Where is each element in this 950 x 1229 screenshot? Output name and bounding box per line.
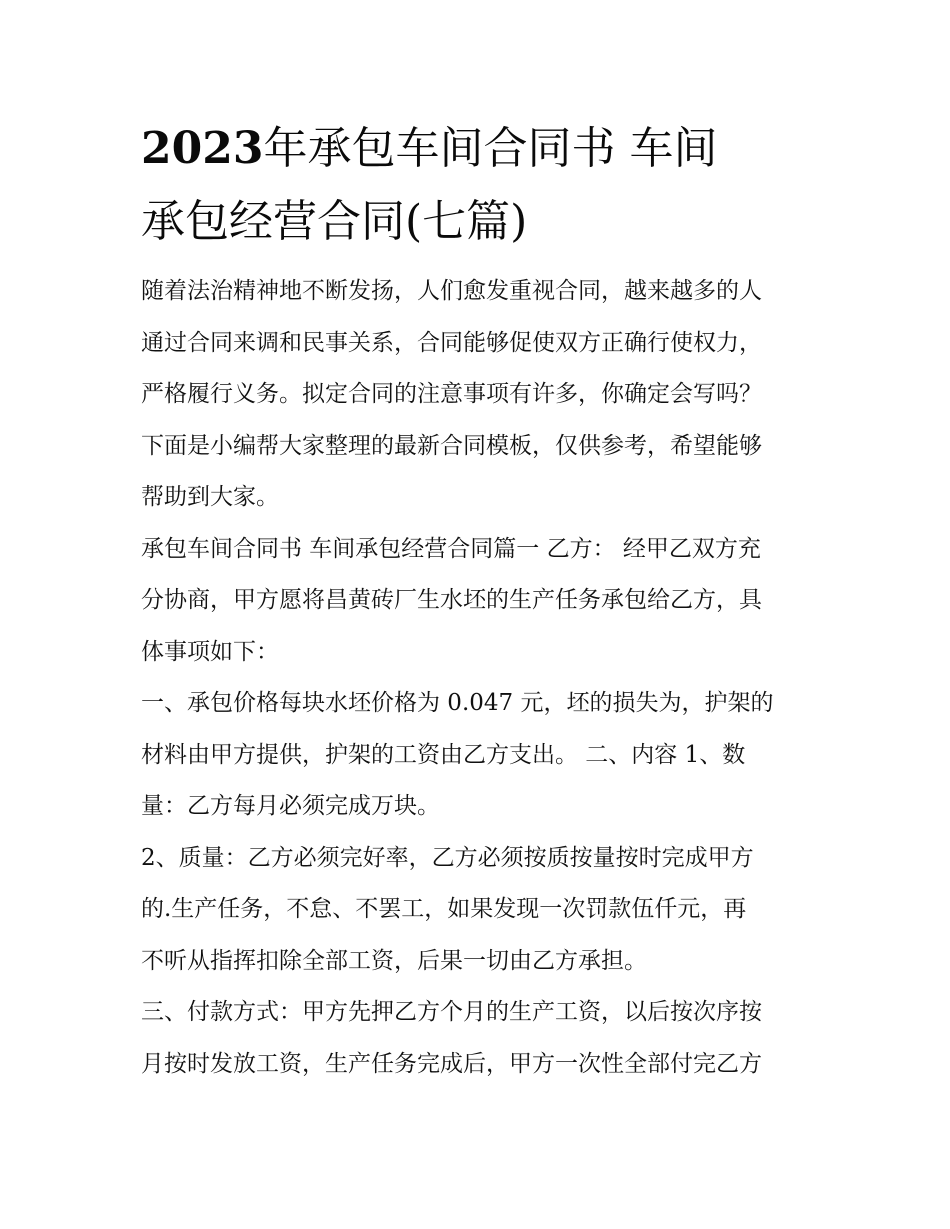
document-body (141, 112, 813, 1090)
text-line: 帮助到大家。 (141, 484, 279, 510)
text-line: 下面是小编帮大家整理的最新合同模板，仅供参考，希望能够 (141, 432, 762, 459)
title-line-1 (141, 112, 813, 185)
text-line: 不听从指挥扣除全部工资，后果一切由乙方承担。 (141, 947, 647, 974)
text-line: 材料由甲方提供，护架的工资由乙方支出。 二、内容 1、数 (141, 741, 746, 768)
title-line-1-text: 年承包车间合同书 车间 (263, 123, 718, 174)
paragraph-clause-price (141, 678, 813, 833)
text-line: 2、质量：乙方必须完好率，乙方必须按质按量按时完成甲方 (141, 844, 754, 871)
text-line: 随着法治精神地不断发扬，人们愈发重视合同，越来越多的人 (141, 278, 762, 304)
text-line: 的.生产任务，不怠、不罢工，如果发现一次罚款伍仟元，再 (141, 896, 747, 922)
text-line: 量：乙方每月必须完成万块。 (141, 793, 440, 819)
document-title (141, 112, 813, 258)
title-line-2: 承包经营合同(七篇) (141, 196, 528, 247)
text-line: 一、承包价格每块水坯价格为 0.047 元，坯的损失为，护架的 (141, 690, 774, 716)
text-line: 月按时发放工资，生产任务完成后，甲方一次性全部付完乙方 (141, 1050, 762, 1077)
paragraph-clause-payment (141, 987, 813, 1090)
text-line: 承包车间合同书 车间承包经营合同篇一 乙方： 经甲乙双方充 (141, 535, 761, 562)
title-year: 2023 (141, 123, 264, 174)
paragraph-contract-header (141, 524, 813, 679)
text-line: 体事项如下： (141, 638, 279, 665)
text-line: 通过合同来调和民事关系，合同能够促使双方正确行使权力， (141, 329, 762, 356)
paragraph-intro (141, 266, 813, 524)
text-line: 严格履行义务。拟定合同的注意事项有许多，你确定会写吗？ (141, 381, 762, 407)
text-line: 三、付款方式：甲方先押乙方个月的生产工资，以后按次序按 (141, 999, 762, 1025)
paragraph-clause-quality (141, 833, 813, 988)
text-line: 分协商，甲方愿将昌黄砖厂生水坯的生产任务承包给乙方，具 (141, 587, 762, 613)
